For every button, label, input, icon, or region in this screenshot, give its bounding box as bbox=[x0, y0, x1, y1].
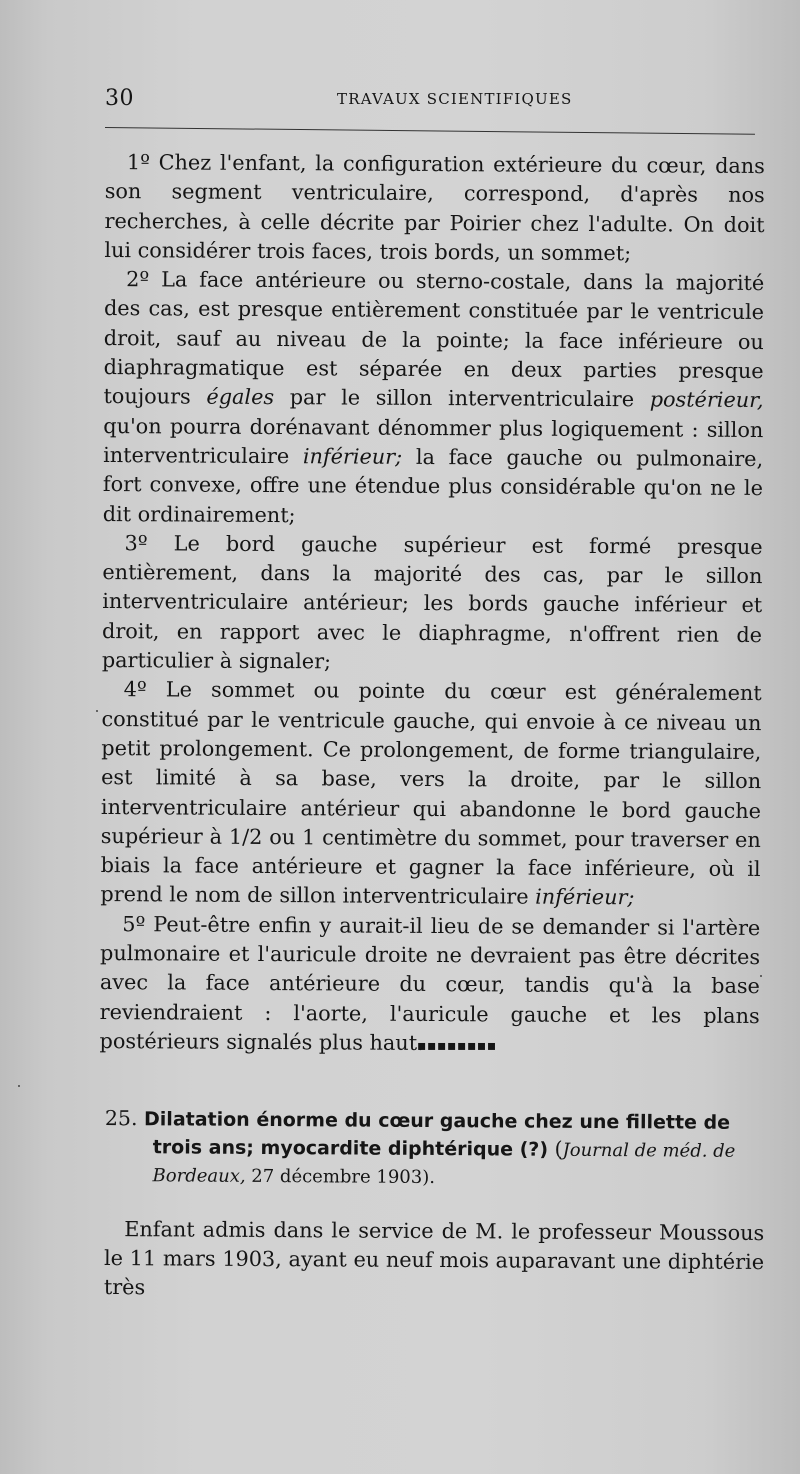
entry-number: 25. bbox=[104, 1106, 138, 1131]
body-paragraph-3 bbox=[102, 529, 763, 680]
paragraph-text: 3º Le bord gauche supérieur est formé presque entièrement, dans la majorité des cas, par le sillon interventriculaire antérieur; les bords gauche inférieur et droit, en rapport avec le diaphragme, n'offrent rien de particulier à signaler; bbox=[101, 530, 763, 674]
page-header bbox=[105, 86, 760, 110]
italic-term: postérieur, bbox=[649, 387, 764, 413]
entry-text bbox=[104, 1215, 765, 1306]
paragraph-text: 5º Peut-être enfin y aurait-il lieu de se demander si l'artère pulmonaire et l'auricule droite ne devraient pas être décrites avec la face antérieure du cœur, tandis qu'à la base reviendraient : l'aorte, l'auricule gauche et les plans postérieurs signalés plus haut. bbox=[99, 911, 761, 1055]
paragraph-text: la face gauche ou pulmonaire, fort convexe, offre une étendue plus considérable qu'on ne le dit ordinairement; bbox=[102, 444, 764, 527]
body-text bbox=[99, 148, 765, 1060]
scan-speck bbox=[96, 710, 98, 712]
paragraph-text: 1º Chez l'enfant, la configuration extérieure du cœur, dans son segment ventriculaire, correspond, d'après nos recherches, à celle décrite par Poirier chez l'adulte. On doit lui considérer trois faces, trois bords, un sommet; bbox=[104, 150, 765, 266]
italic-term: inférieur; bbox=[535, 885, 635, 910]
paragraph-text: 2º La face antérieure ou sterno-costale, dans la majorité des cas, est presque entièrement constituée par le ventricule droit, sauf au niveau de la pointe; la face inférieure ou diaphragmatique est séparée en deux parties presque toujours bbox=[103, 267, 765, 409]
running-title: TRAVAUX SCIENTIFIQUES bbox=[337, 90, 573, 108]
entry-source-journal: Journal de méd. de Bordeaux, bbox=[152, 1139, 736, 1187]
bibliography-entry bbox=[104, 1105, 765, 1306]
page-number: 30 bbox=[105, 86, 134, 111]
header-rule bbox=[105, 127, 755, 135]
entry-title bbox=[104, 1105, 765, 1193]
section-separator: ▪▪▪▪▪▪▪▪ bbox=[417, 1038, 497, 1054]
scan-speck bbox=[760, 975, 762, 977]
italic-term: inférieur; bbox=[302, 444, 403, 469]
paragraph-text: par le sillon interventriculaire bbox=[274, 385, 650, 412]
entry-title-text: Dilatation énorme du cœur gauche chez une fillette de trois ans; myocardite diphtérique (?) bbox=[143, 1108, 731, 1161]
body-paragraph-1 bbox=[104, 148, 765, 269]
paragraph-text: qu'on pourra dorénavant dénommer plus logiquement : sillon interventriculaire bbox=[103, 413, 764, 469]
body-paragraph-4 bbox=[100, 675, 761, 913]
paragraph-text: 4º Le sommet ou pointe du cœur est généralement constitué par le ventricule gauche, qui envoie à ce niveau un petit prolongement. Ce prolongement, de forme triangulaire, est limité à sa base, vers la droite, par le sillon interventriculaire antérieur qui abandonne le bord gauche supérieur à 1/2 ou 1 centimètre du sommet, pour traverser en biais la face antérieure et gagner la face inférieure, où il prend le nom de sillon interventriculaire bbox=[100, 677, 762, 910]
entry-source-open: ( bbox=[547, 1136, 563, 1161]
scan-speck bbox=[18, 1085, 20, 1087]
entry-source-date: 27 décembre 1903). bbox=[245, 1165, 436, 1189]
entry-paragraph: Enfant admis dans le service de M. le professeur Moussous le 11 mars 1903, ayant eu neuf mois auparavant une diphtérie très bbox=[103, 1217, 765, 1300]
body-paragraph-2 bbox=[103, 265, 765, 533]
italic-term: égales bbox=[206, 384, 275, 410]
